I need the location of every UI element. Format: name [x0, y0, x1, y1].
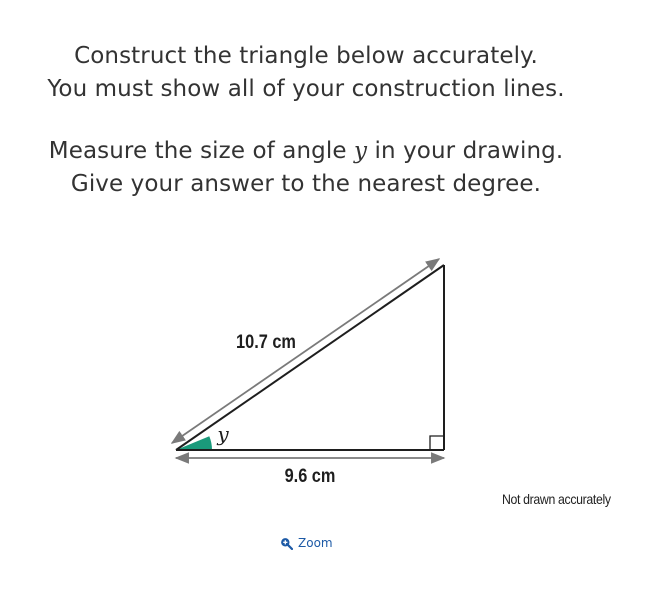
- instruction-line-construct: Construct the triangle below accurately.: [74, 43, 538, 69]
- zoom-label: Zoom: [298, 536, 333, 550]
- triangle-hypotenuse: [176, 265, 444, 450]
- right-angle-marker: [430, 436, 444, 450]
- hypotenuse-length-label: 10.7 cm: [236, 330, 296, 353]
- zoom-button[interactable]: [280, 536, 333, 550]
- angle-variable: y: [353, 138, 368, 164]
- hypotenuse-dimension-arrow: [172, 259, 439, 443]
- angle-y-label: y: [217, 422, 229, 446]
- instruction-line-nearest-degree: Give your answer to the nearest degree.: [70, 171, 542, 197]
- measure-text-end: in your drawing.: [367, 138, 564, 164]
- base-length-label: 9.6 cm: [284, 464, 336, 487]
- measure-text-start: Measure the size of angle: [48, 138, 354, 164]
- instruction-line-construction-lines: You must show all of your construction lines.: [47, 76, 565, 102]
- not-drawn-accurately-note: Not drawn accurately: [502, 491, 611, 507]
- zoom-in-icon: [280, 537, 293, 550]
